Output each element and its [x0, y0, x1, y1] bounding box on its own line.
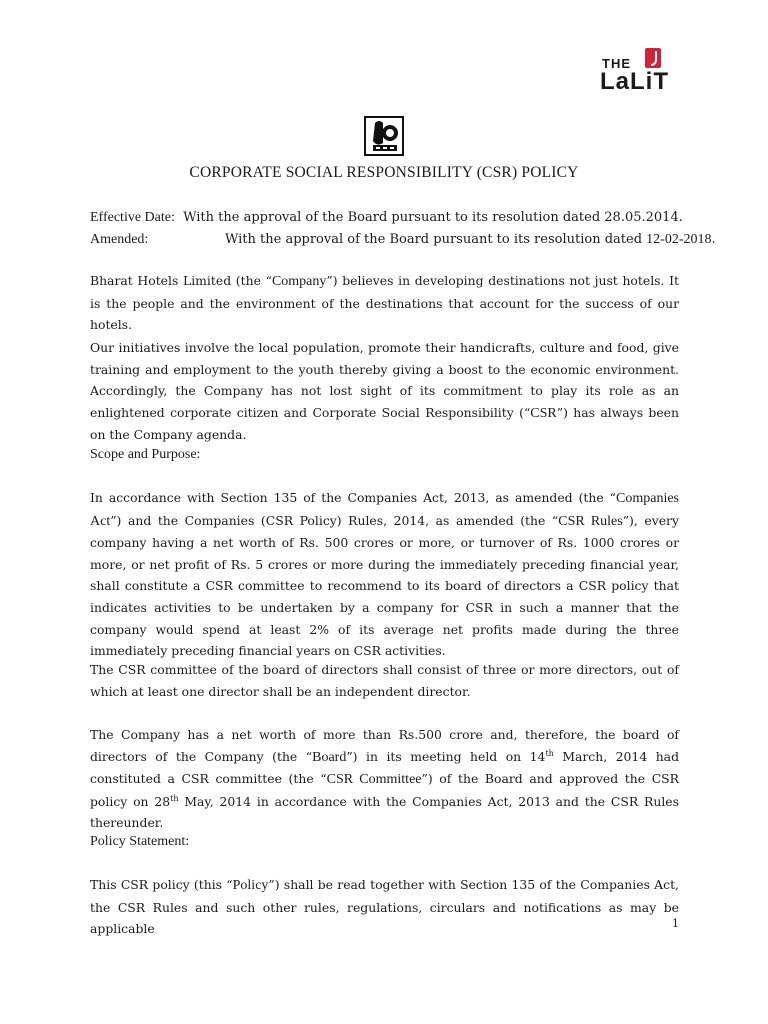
effective-date-label: Effective Date:	[90, 210, 175, 225]
paragraph-networth	[90, 724, 679, 834]
p3-companies-act-term: Companies Act	[90, 491, 679, 529]
p2-csr-term: CSR	[530, 405, 557, 421]
p2-text-c: ”) has always been on the Company agenda.	[90, 404, 679, 443]
p1-text-c: ”) believes in developing destinations not just hotels. It is the people and the environment of the destinations that account for the success of our hotels.	[90, 273, 679, 333]
p6-text-c: ”) shall be read together with Section 135 of the Companies Act, the CSR Rules and such other rules, regulations, circulars and notifications as may be applicable	[90, 877, 679, 937]
company-emblem-icon	[361, 113, 407, 159]
amended-line	[90, 232, 716, 248]
logo-name-text: LaLiT	[600, 68, 669, 95]
p3-csr-rules-term: CSR Rules	[558, 513, 623, 529]
p5-text-c: ”) in its meeting held on 14	[346, 748, 546, 764]
document-title: CORPORATE SOCIAL RESPONSIBILITY (CSR) POLICY	[189, 164, 579, 181]
amended-date: 12-02-2018	[646, 232, 712, 247]
p5-text-g: May, 2014 in accordance with the Companies Act, 2013 and the CSR Rules thereunder.	[90, 793, 679, 831]
paragraph-scope	[90, 487, 679, 662]
p3-text-e: ”), every company having a net worth of Rs. 500 crores or more, or turnover of Rs. 1000 crores or more, or net profit of Rs. 5 crores or more during the immediately preceding financial year, shall constitute a CSR committee to recommend to its board of directors a CSR policy that indicates activities to be undertaken by a company for CSR in such a manner that the company would spend at least 2% of its average net profits made during the three immediately preceding financial years on CSR activities.	[90, 512, 679, 659]
effective-date-text: With the approval of the Board pursuant to its resolution dated 28.05.2014.	[183, 210, 683, 225]
p3-text-c: ”) and the Companies (CSR Policy) Rules, 2014, as amended (the “	[110, 512, 559, 528]
amended-label: Amended:	[90, 232, 149, 247]
p5-text-d: March, 2014 had constituted a CSR committee (the “	[90, 748, 680, 787]
p6-policy-term: Policy	[232, 878, 269, 893]
p5-sup-2: th	[170, 793, 179, 803]
logo-mark-icon	[645, 48, 661, 68]
logo-the-text: THE	[602, 56, 631, 71]
p1-text-a: Bharat Hotels Limited (the “	[90, 273, 272, 288]
paragraph-policy	[90, 874, 679, 940]
p5-text-f: ”) of the Board and approved the CSR policy on 28	[90, 771, 679, 809]
p5-board-term: Board	[312, 749, 347, 765]
p5-sup-1: th	[545, 748, 554, 758]
paragraph-intro	[90, 270, 679, 336]
scope-heading: Scope and Purpose:	[90, 447, 201, 462]
p1-company-term: Company	[271, 274, 327, 289]
p5-csr-committee-term: CSR Committee	[326, 772, 422, 788]
policy-statement-heading: Policy Statement:	[90, 834, 190, 849]
amended-text: With the approval of the Board pursuant to its resolution dated	[225, 232, 647, 247]
p6-text-a: This CSR policy (this “	[90, 877, 233, 892]
page-number: 1	[672, 917, 679, 930]
amended-end: .	[711, 232, 716, 247]
p5-text-a: The Company has a net worth of more than Rs.500 crore and, therefore, the board of directors of the Company (the “	[90, 727, 679, 764]
effective-date-line	[90, 210, 683, 226]
paragraph-initiatives	[90, 337, 679, 446]
lalit-logo	[600, 48, 680, 96]
paragraph-committee: The CSR committee of the board of directors shall consist of three or more directors, out of which at least one director shall be an independent director.	[90, 662, 679, 699]
p3-text-a: In accordance with Section 135 of the Companies Act, 2013, as amended (the “	[90, 490, 616, 505]
p2-text-a: Our initiatives involve the local population, promote their handicrafts, culture and food, give training and employment to the youth thereby giving a boost to the economic environment. Accordingly, the Company has not lost sight of its commitment to play its role as an enlightened corporate citizen and Corporate Social Responsibility (“	[90, 340, 679, 420]
